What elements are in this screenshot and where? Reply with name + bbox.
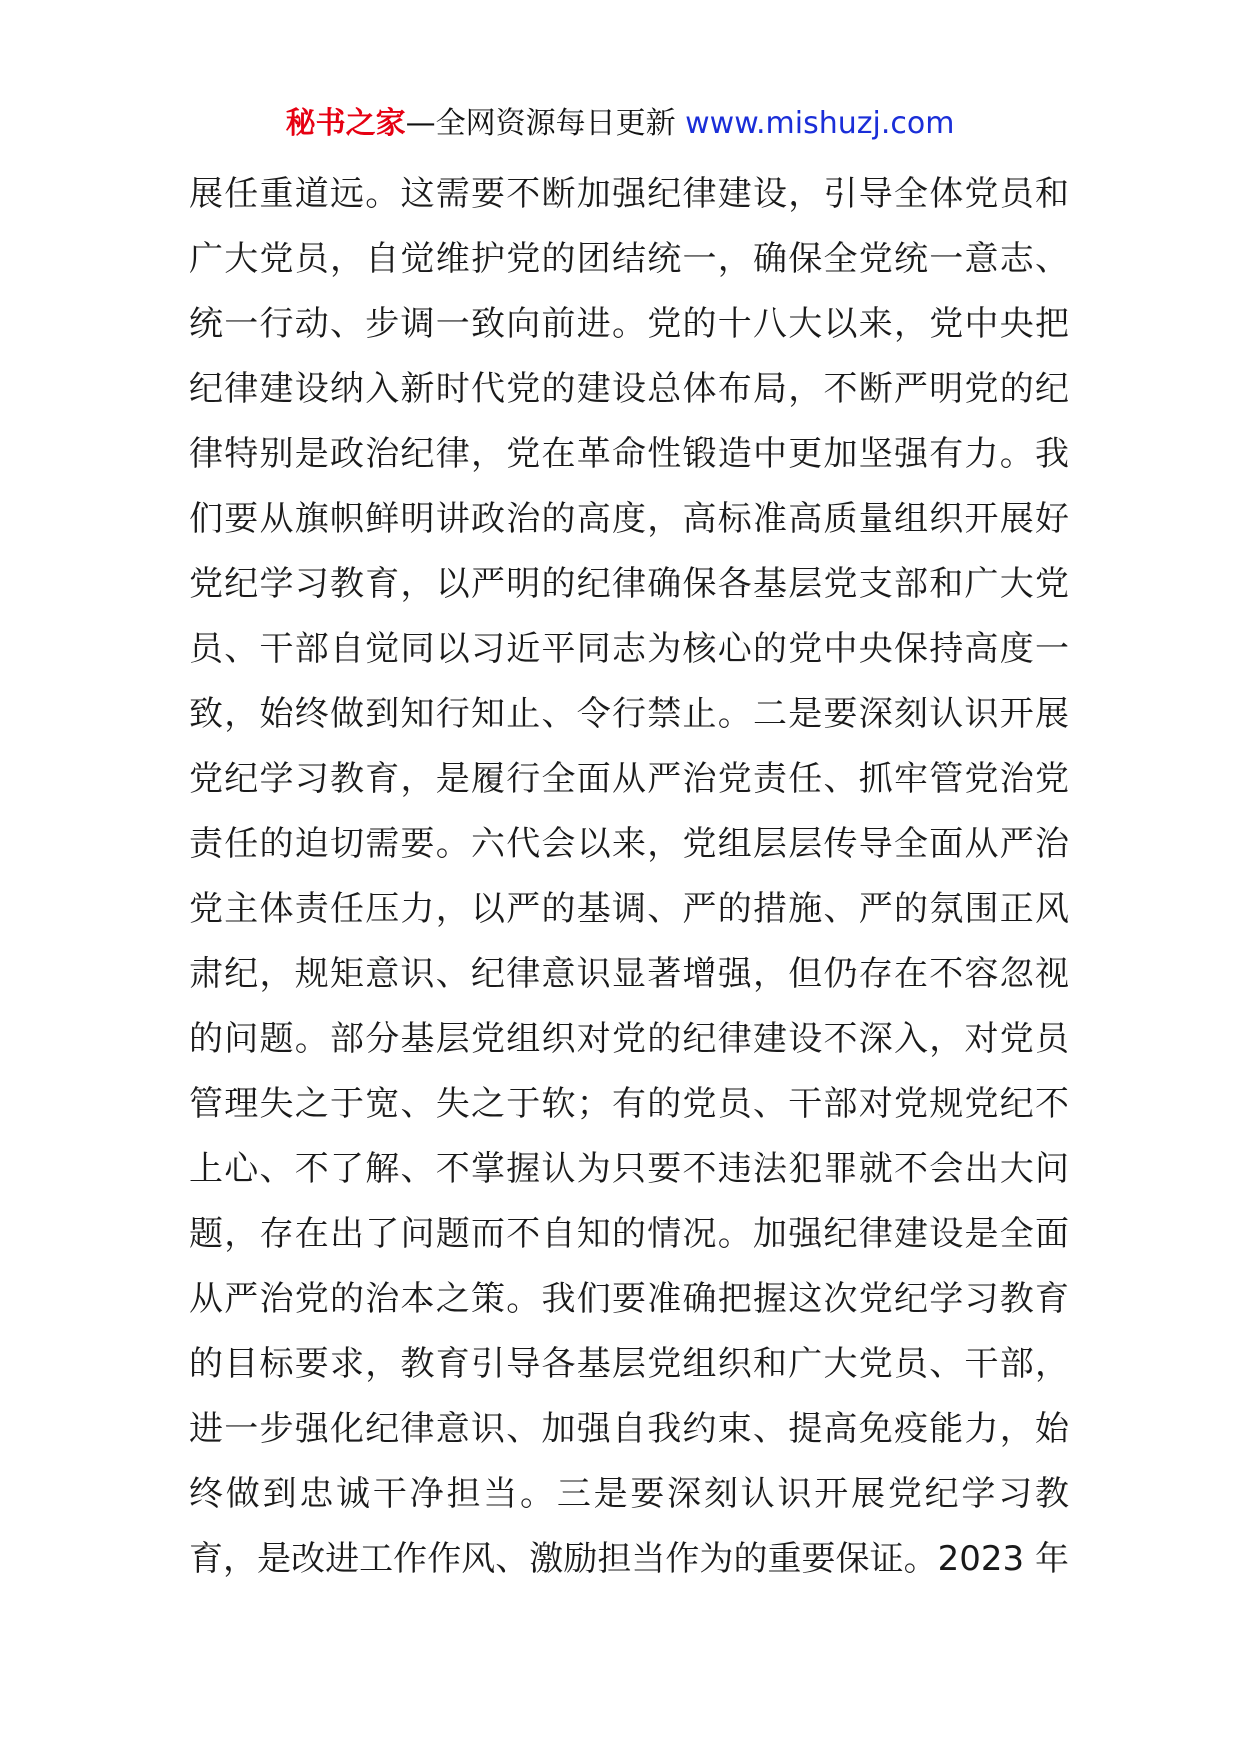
text-line: 进一步强化纪律意识、加强自我约束、提高免疫能力，始 [189,1409,1069,1449]
text-line: 党纪学习教育，以严明的纪律确保各基层党支部和广大党 [189,564,1069,604]
text-line: 肃纪，规矩意识、纪律意识显著增强，但仍存在不容忽视 [189,954,1069,994]
text-line: 责任的迫切需要。六代会以来，党组层层传导全面从严治 [189,824,1069,864]
site-brand: 秘书之家 [285,106,406,141]
text-line: 广大党员，自觉维护党的团结统一，确保全党统一意志、 [189,239,1069,279]
text-line: 上心、不了解、不掌握认为只要不违法犯罪就不会出大问 [189,1149,1069,1189]
text-line: 终做到忠诚干净担当。三是要深刻认识开展党纪学习教 [189,1474,1069,1514]
text-line: 育，是改进工作作风、激励担当作为的重要保证。2023 年 [189,1539,1069,1579]
text-line: 纪律建设纳入新时代党的建设总体布局，不断严明党的纪 [189,369,1069,409]
text-line: 从严治党的治本之策。我们要准确把握这次党纪学习教育 [189,1279,1069,1319]
site-url-link[interactable]: www.mishuzj.com [685,106,955,141]
text-line: 统一行动、步调一致向前进。党的十八大以来，党中央把 [189,304,1069,344]
text-line: 管理失之于宽、失之于软；有的党员、干部对党规党纪不 [189,1084,1069,1124]
site-header [0,100,1240,148]
text-line: 党主体责任压力，以严的基调、严的措施、严的氛围正风 [189,889,1069,929]
document-body [189,162,1069,1592]
text-line: 律特别是政治纪律，党在革命性锻造中更加坚强有力。我 [189,434,1069,474]
text-line: 党纪学习教育，是履行全面从严治党责任、抓牢管党治党 [189,759,1069,799]
text-line: 题，存在出了问题而不自知的情况。加强纪律建设是全面 [189,1214,1069,1254]
site-tagline: —全网资源每日更新 [405,106,676,141]
text-line: 的问题。部分基层党组织对党的纪律建设不深入，对党员 [189,1019,1069,1059]
text-line: 致，始终做到知行知止、令行禁止。二是要深刻认识开展 [189,694,1069,734]
text-line: 们要从旗帜鲜明讲政治的高度，高标准高质量组织开展好 [189,499,1069,539]
text-line: 展任重道远。这需要不断加强纪律建设，引导全体党员和 [189,174,1069,214]
text-line: 的目标要求，教育引导各基层党组织和广大党员、干部， [189,1344,1069,1384]
text-line: 员、干部自觉同以习近平同志为核心的党中央保持高度一 [189,629,1069,669]
